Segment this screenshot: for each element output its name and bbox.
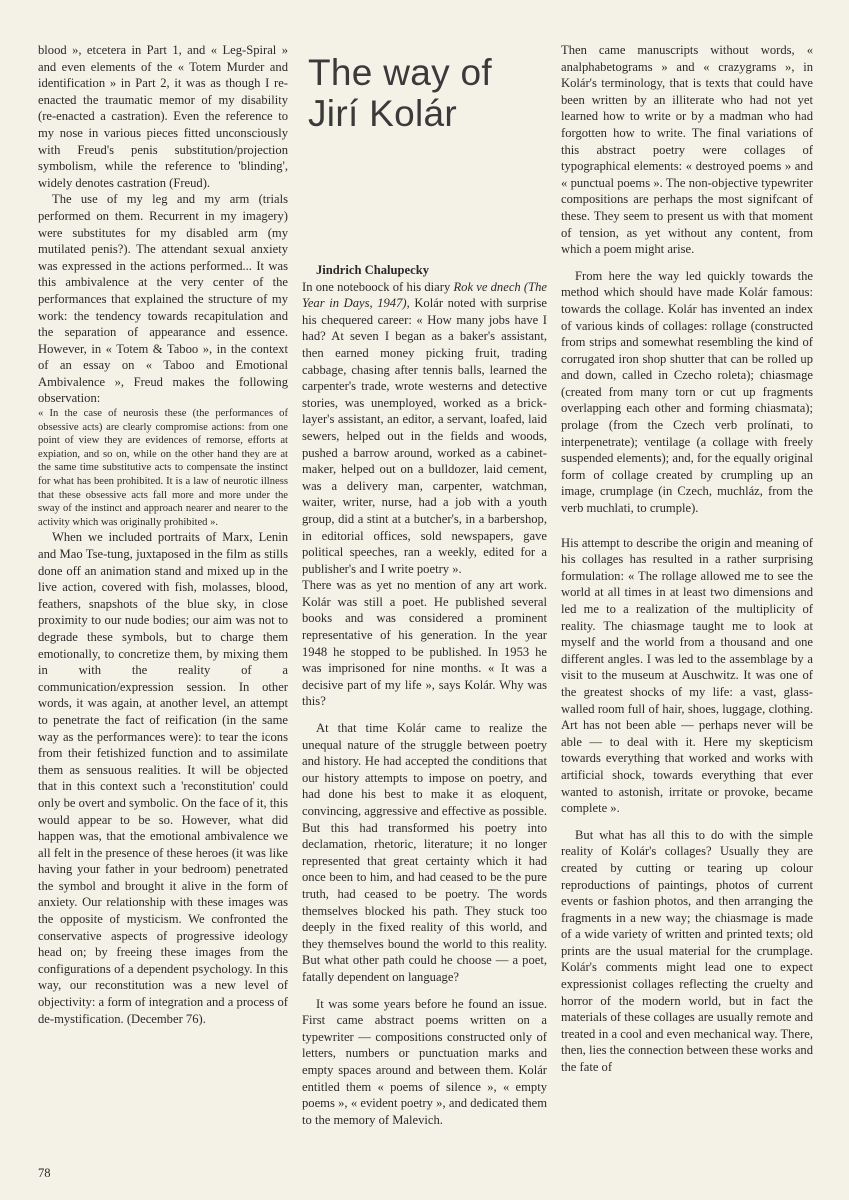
body-paragraph: blood », etcetera in Part 1, and « Leg-Spiral » and even elements of the « Totem Murder and identification » in Part 2, it was as though I re-enacted the traumatic memor of my disability (re-enacted a castration). Even the reference to my nose in various pieces fitted unconsciously with Freud's penis substitution/projection symbolism, while the reference to 'blinding', widely denotes castration (Freud).: [38, 43, 288, 190]
body-paragraph: At that time Kolár came to realize the unequal nature of the struggle between poetry and history. He had accepted the conditions that our history attempts to impose on poetry, and had done his best to make it as eloquent, convincing, aggressive and effective as possible. But this had transformed his poetry into declamation, rhetoric, literature; it no longer represented that great certainty which it had once been to him, and had ceased to be the pure truth, had ceased to be poetry. The words themselves blocked his path. They stuck too deeply in the fixed reality of this world, and they themselves bound the world to this reality. But what other path could he choose — a poet, fatally dependent on language?: [302, 721, 547, 984]
text-run: Kolár noted with surprise his chequered career: « How many jobs have I had? At seven I began as a baker's assistant, then earned money picking fruit, trading cabbage, chasing after tennis balls, learned the carpenter's trade, wrote westerns and detective stories, was unemployed, worked as a brick-layer's assistant, an editor, a servant, loafed, laid sewers, helped out in the fields and woods, pushed a barrow around, worked as a cabinet-maker, helped out on a bulldozer, laid cement, was a delivery man, carpenter, watchman, waiter, writer, nurse, had a job with a youth group, did a stint at a butcher's, in a barbershop, in editorial offices, sold newspapers, gave political speeches, ran a weekly, edited for a publisher's and I write poetry ».: [302, 296, 547, 576]
body-paragraph: When we included portraits of Marx, Lenin and Mao Tse-tung, juxtaposed in the film as stills done off an animation stand and mixed up in the live action, covered with fish, molasses, blood, feathers, snapshots of the blue sky, in close proximity to our nude bodies; our aim was not to degrade these symbols, but to charge them emotionally, to concretize them, by mixing them in with the reality of a communication/expression session. In other words, it was again, at another level, an attempt to penetrate the fact of reification (in the same way as the performances were): to tear the icons from their fetishized function and to assimilate them as sensuous realities. It will be objected that in this context such a 'reconstitution' could only be overt and symbolic. On the face of it, this would appear to be so. However, what did happen was, that the emotional ambivalence we all felt in the presence of these heroes (it was like having your father in your bedroom) penetrated the symbol and brought it alive in the form of anxiety. Our relationship with these images was the opposite of mysticism. We confronted the conservative aspects of progressive ideology head on; by freeing these images from the configurations of a dependent psychology. In this way, our reconstitution was a new level of objectivity: a form of integration and a process of de-mystification. (December 76).: [38, 530, 288, 1026]
article-title-line: Jirí Kolár: [308, 93, 457, 134]
left-column: [38, 42, 288, 1152]
article-title: [308, 52, 547, 134]
body-paragraph: It was some years before he found an issue. First came abstract poems written on a typewriter — compositions constructed only of letters, numbers or punctuation marks and empty spaces around and between them. Kolár entitled them « poems of silence », « empty poems », « evident poetry », and dedicated them to the memory of Malevich.: [302, 996, 547, 1127]
book-title: Rok ve dnech (The Year in Days, 1947),: [302, 279, 547, 311]
body-paragraph: From here the way led quickly towards the method which should have made Kolár famous: towards the collage. Kolár has invented an index of various kinds of collages: rollage (constructed from strips and somewhat resembling the kind of corrugated iron shop shutter that can be rolled up and down, called in Czecho roleta); chiasmage (created from many torn or cut up fragments overlapping each other and forming chiasmata); prolage (from the Czech verb prolínati, to interpenetrate); ventilage (a collage with freely suspended elements); and, for the equally original form of collage created by crumpling up an image, crumplage (in Czech, muchláz, from the verb muchlati, to crumple).: [561, 268, 813, 516]
body-paragraph: The use of my leg and my arm (trials performed on them. Recurrent in my imagery) were substitutes for my disabled arm (my mutilated penis?). The attendant sexual anxiety was expressed in the actions performed... It was this ambivalence at the very center of the performances that explained the structure of my work: the tendency towards recapitulation and the separation of appearance and essence. However, in « Totem & Taboo », in the context of an essay on « Taboo and Emotional Ambivalence », Freud makes the following observation:: [38, 192, 288, 406]
text-run: In one noteboock of his diary: [302, 279, 454, 294]
right-column: [561, 42, 813, 1152]
block-quote: « In the case of neurosis these (the performances of obsessive acts) are clearly compromise actions: from one point of view they are evidences of remorse, efforts at expiation, and so on, while on the other hand they are at the same time substitutive acts to compensate the instinct for what has been prohibited. It is a law of neurotic illness that these obsessive acts fall more and more under the sway of the instinct and approach nearer and nearer to the activity which was originally prohibited ».: [38, 408, 288, 528]
body-paragraph: [302, 279, 547, 578]
body-paragraph: But what has all this to do with the simple reality of Kolár's collages? Usually they are created by cutting or tearing up colour reproductions of paintings, photos of current events or fashion photos, and then arranging the fragments in a new way; the chiasmage is made of a wide variety of written and printed texts; old prints are the usual material for the crumplage. Kolár's comments might lead one to expect expressionist collages reflecting the cruelty and horror of the modern world, but in fact the materials of these collages are usually remote and treated in a cool and even mechanical way. There, then, lies the connection between these works and the fate of: [561, 827, 813, 1075]
body-paragraph: There was as yet no mention of any art work. Kolár was still a poet. He published several books and was considered a prominent representative of his generation. In the year 1948 he stopped to be published. In 1953 he was imprisoned for nine months. « It was a decisive part of my life », says Kolár. Why was this?: [302, 578, 547, 709]
body-paragraph: His attempt to describe the origin and meaning of his collages has resulted in a rather surprising formulation: « The rollage allowed me to see the world at all times in at least two dimensions and led me to a realization of the multiplicity of reality. The chiasmage taught me to look at myself and the world from a thousand and one different angles. I was led to the assemblage by a visit to the museum at Auschwitz. It was one of the greatest shocks of my life: a vast, glass-walled room full of hair, shoes, luggage, clothing. Art has not been able — perhaps never will be able — to deal with it. Here my skepticism towards everything that worked and works with artificial shock, towards everything that ever wanted to astonish, irritate or provoke, became complete ».: [561, 535, 813, 816]
middle-column: [302, 42, 547, 1152]
page-number: 78: [38, 1166, 51, 1180]
article-title-line: The way of: [308, 52, 492, 93]
body-paragraph: Then came manuscripts without words, « analphabetograms » and « crazygrams », in Kolár's terminology, that is texts that could have been written by an illiterate who had not yet learned how to write or by a madman who had forgotten how to write. The final variations of this abstract poetry were collages of typographical elements: « destroyed poems » and « punctual poems ». The non-objective typewriter compositions are perhaps the most signifcant of these. They seem to present us with that moment of tension, as yet without any content, from which a poem might arise.: [561, 43, 813, 257]
author-byline: Jindrich Chalupecky: [316, 263, 430, 277]
